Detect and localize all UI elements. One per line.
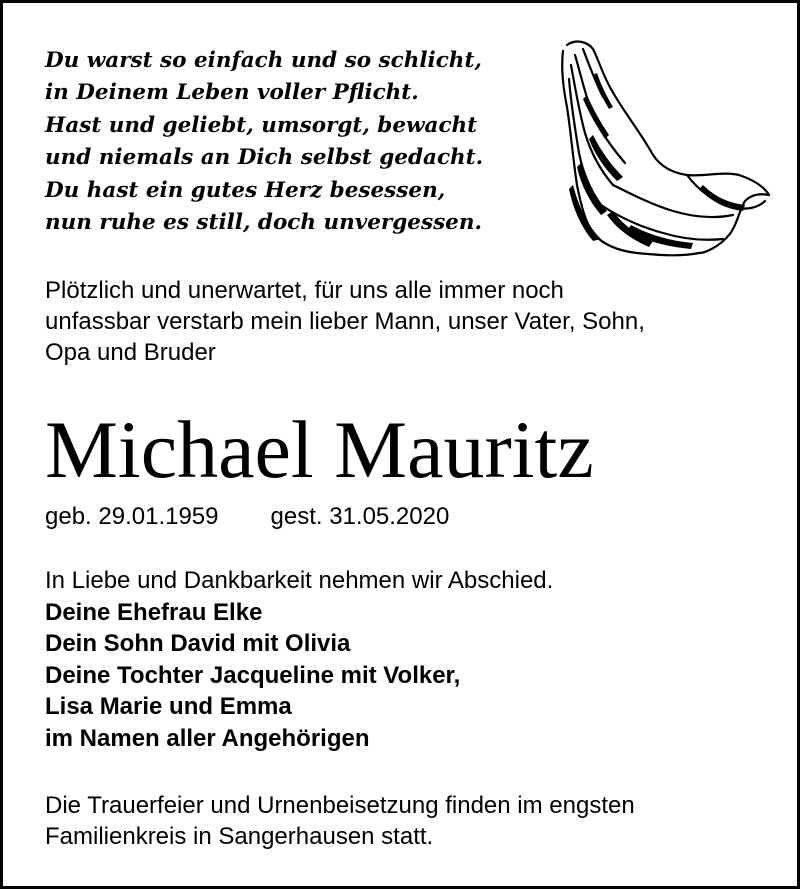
farewell-intro: In Liebe und Dankbarkeit nehmen wir Abschied. (45, 567, 554, 594)
farewell-block (45, 565, 765, 755)
mourner-line: Lisa Marie und Emma (45, 693, 292, 721)
poem-line: Du warst so einfach und so schlicht, (45, 48, 482, 73)
birth-date: geb. 29.01.1959 (45, 503, 219, 530)
announcement-line: Plötzlich und unerwartet, für uns alle immer noch (45, 277, 564, 304)
poem-line: in Deinem Leben voller Pflicht. (45, 80, 419, 106)
life-dates (45, 501, 449, 533)
poem-line: Du hast ein gutes Herz besessen, (45, 177, 446, 203)
mourner-line: Deine Tochter Jacqueline mit Volker, (45, 661, 461, 689)
poem-line: nun ruhe es still, doch unvergessen. (45, 210, 482, 236)
poem (45, 45, 505, 239)
funeral-line: Die Trauerfeier und Urnenbeisetzung finden im engsten (45, 792, 635, 819)
death-date: gest. 31.05.2020 (270, 503, 450, 530)
announcement (45, 275, 765, 368)
poem-line: Hast und geliebt, umsorgt, bewacht (45, 112, 478, 138)
deceased-name: Michael Mauritz (45, 404, 594, 495)
poem-line: und niemals an Dich selbst gedacht. (45, 145, 484, 171)
mourner-line: Deine Ehefrau Elke (45, 598, 263, 626)
funeral-line: Familienkreis in Sangerhausen statt. (45, 823, 434, 850)
praying-hands-icon (553, 35, 783, 265)
mourner-line: im Namen aller Angehörigen (45, 724, 370, 752)
announcement-line: unfassbar verstarb mein lieber Mann, unser Vater, Sohn, (45, 308, 645, 335)
announcement-line: Opa und Bruder (45, 339, 216, 366)
funeral-notice (45, 790, 775, 852)
mourner-line: Dein Sohn David mit Olivia (45, 630, 351, 658)
